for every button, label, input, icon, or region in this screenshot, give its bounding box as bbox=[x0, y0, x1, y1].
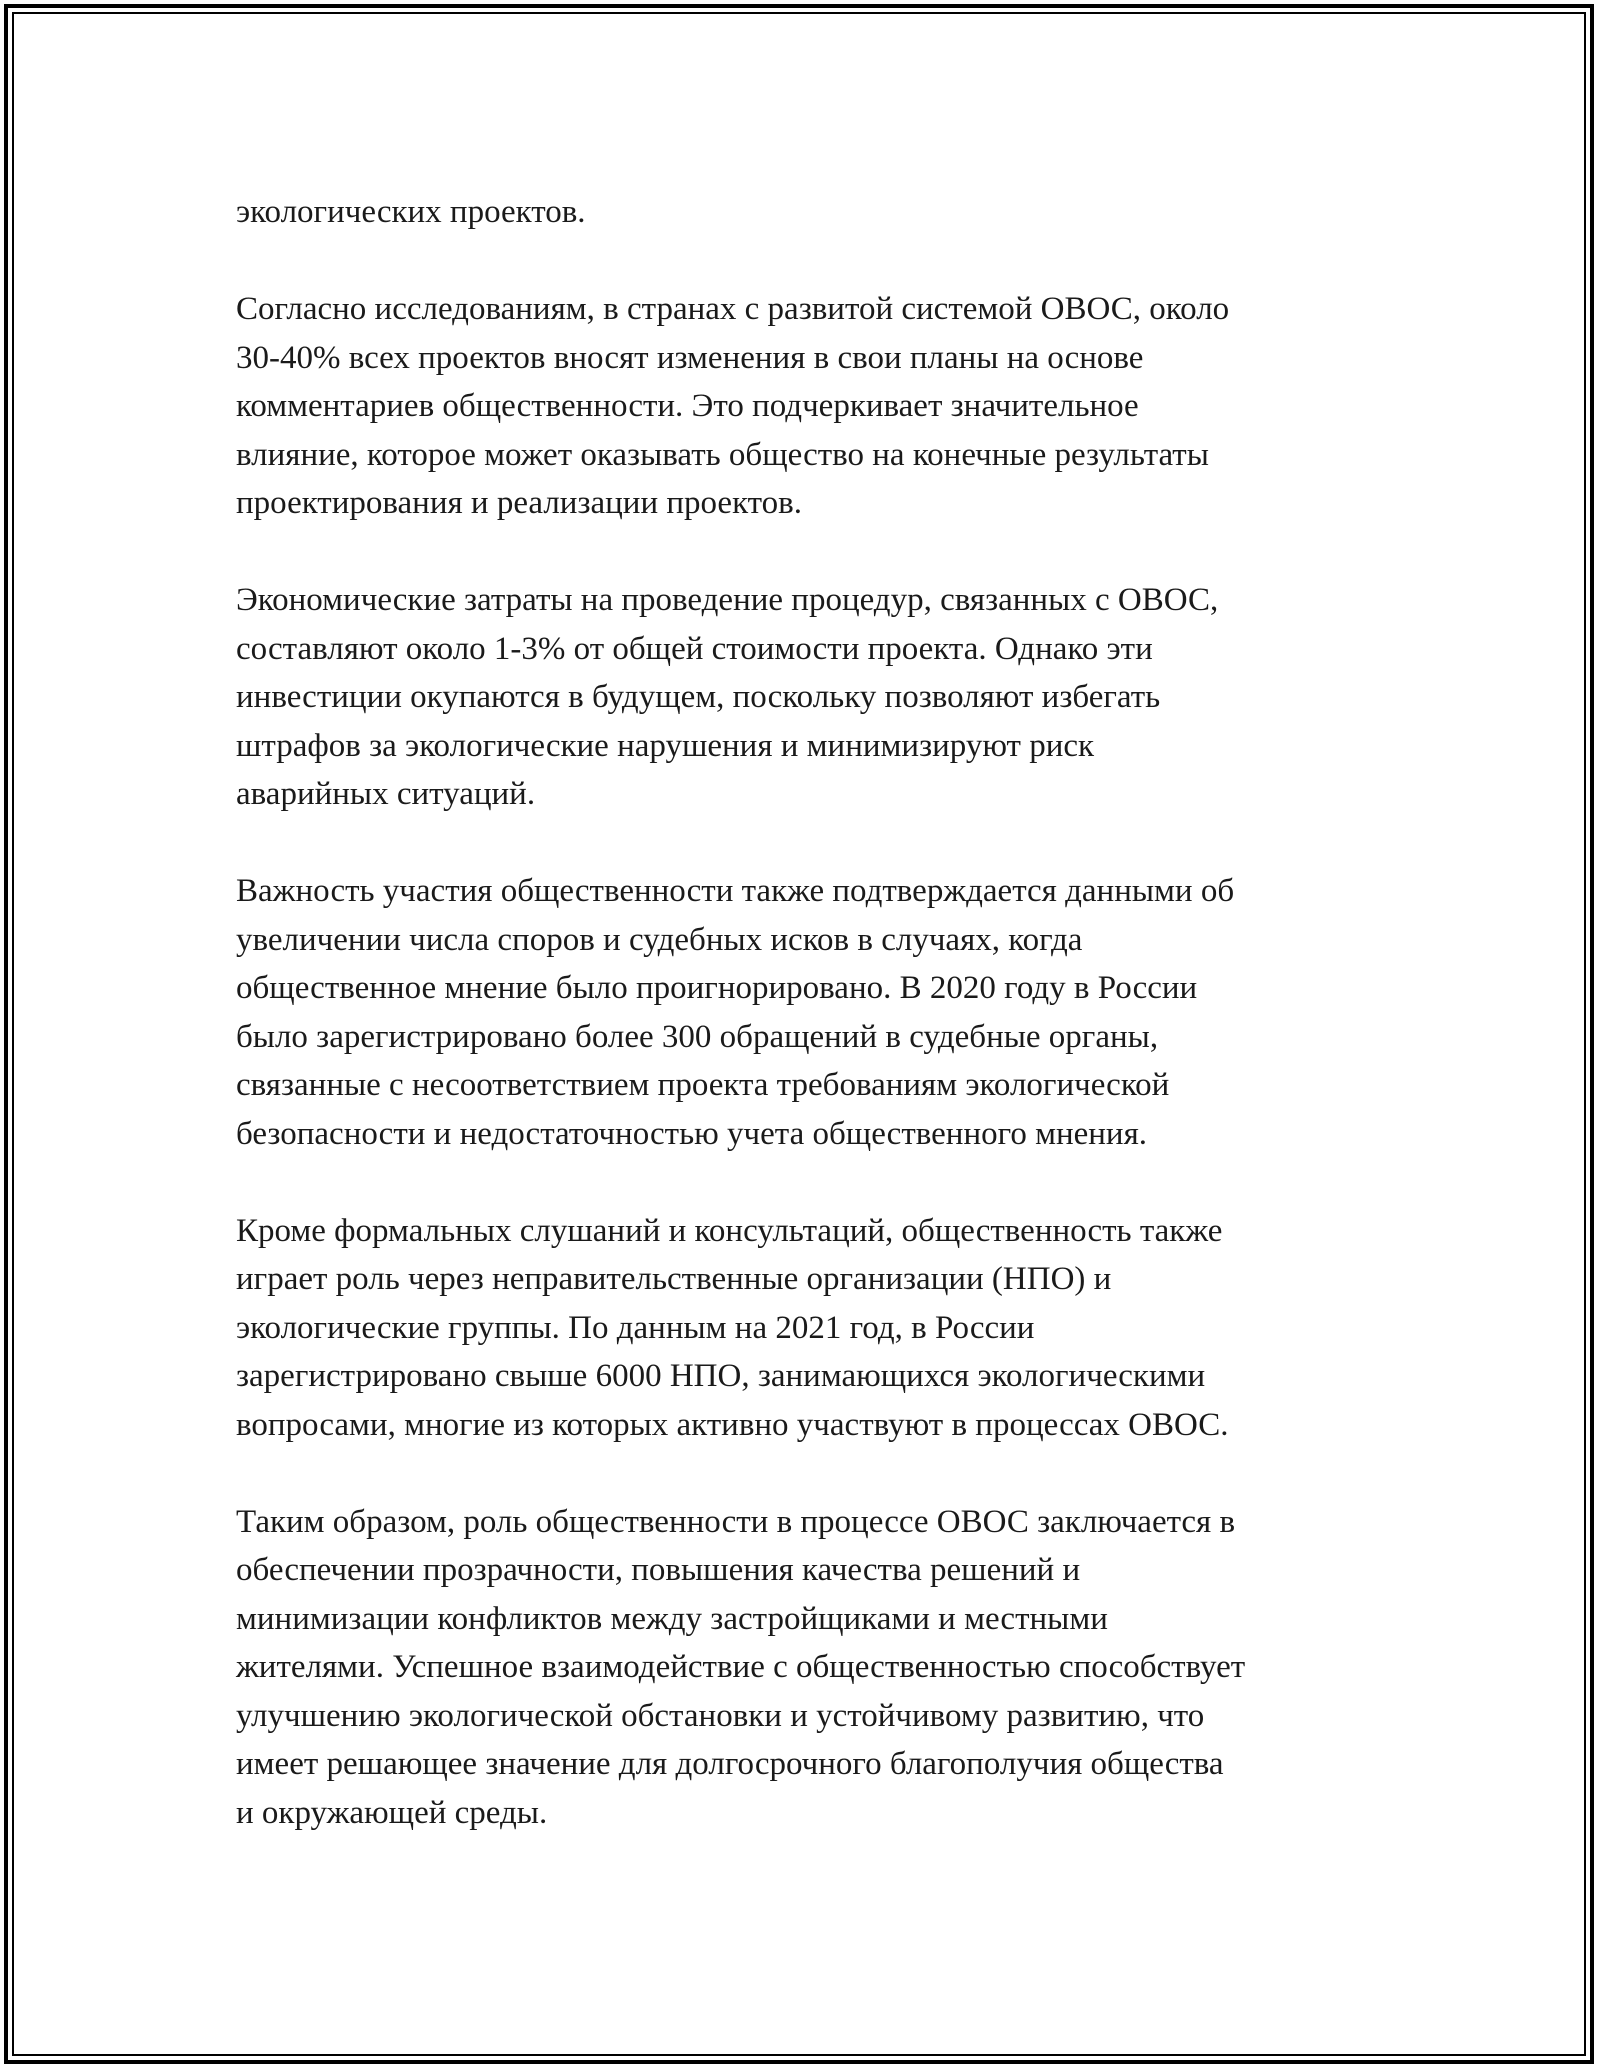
text-line: жителями. Успешное взаимодействие с общественностью способствует bbox=[236, 1649, 1246, 1685]
paragraph-economic-costs bbox=[236, 576, 1376, 819]
text-line: экологических проектов. bbox=[236, 194, 586, 230]
text-line: Экономические затраты на проведение процедур, связанных с ОВОС, bbox=[236, 582, 1219, 618]
text-line: составляют около 1-3% от общей стоимости проекта. Однако эти bbox=[236, 630, 1153, 667]
paragraph-court-cases bbox=[236, 867, 1376, 1158]
paragraph-continuation bbox=[236, 188, 1376, 237]
text-line: аварийных ситуаций. bbox=[236, 776, 536, 812]
text-line: комментариев общественности. Это подчеркивает значительное bbox=[236, 388, 1139, 424]
text-line: связанные с несоответствием проекта требованиям экологической bbox=[236, 1067, 1170, 1103]
text-line: штрафов за экологические нарушения и минимизируют риск bbox=[236, 727, 1095, 764]
text-line: Согласно исследованиям, в странах с развитой системой ОВОС, около bbox=[236, 291, 1230, 327]
text-line: имеет решающее значение для долгосрочного благополучия общества bbox=[236, 1746, 1224, 1782]
text-line: экологические группы. По данным на 2021 год, в России bbox=[236, 1309, 1035, 1346]
text-line: было зарегистрировано более 300 обращений в судебные органы, bbox=[236, 1018, 1159, 1055]
text-line: и окружающей среды. bbox=[236, 1794, 548, 1831]
text-line: проектирования и реализации проектов. bbox=[236, 485, 802, 521]
text-line: инвестиции окупаются в будущем, поскольку позволяют избегать bbox=[236, 679, 1161, 715]
text-line: зарегистрировано свыше 6000 НПО, занимающихся экологическими bbox=[236, 1358, 1206, 1394]
text-line: общественное мнение было проигнорировано. В 2020 году в России bbox=[236, 970, 1198, 1006]
paragraph-conclusion bbox=[236, 1498, 1376, 1838]
paragraph-public-comments bbox=[236, 285, 1376, 528]
text-line: влияние, которое может оказывать общество на конечные результаты bbox=[236, 436, 1209, 473]
document-body bbox=[236, 188, 1376, 1886]
paragraph-ngo-role bbox=[236, 1207, 1376, 1450]
text-line: минимизации конфликтов между застройщиками и местными bbox=[236, 1600, 1108, 1637]
text-line: вопросами, многие из которых активно участвуют в процессах ОВОС. bbox=[236, 1406, 1229, 1443]
text-line: Кроме формальных слушаний и консультаций, общественность также bbox=[236, 1212, 1223, 1249]
text-line: обеспечении прозрачности, повышения качества решений и bbox=[236, 1552, 1081, 1588]
text-line: 30-40% всех проектов вносят изменения в свои планы на основе bbox=[236, 339, 1144, 376]
text-line: безопасности и недостаточностью учета общественного мнения. bbox=[236, 1115, 1148, 1152]
text-line: Важность участия общественности также подтверждается данными об bbox=[236, 873, 1235, 909]
text-line: улучшению экологической обстановки и устойчивому развитию, что bbox=[236, 1697, 1205, 1734]
text-line: играет роль через неправительственные организации (НПО) и bbox=[236, 1261, 1112, 1297]
text-line: увеличении числа споров и судебных исков в случаях, когда bbox=[236, 921, 1083, 958]
text-line: Таким образом, роль общественности в процессе ОВОС заключается в bbox=[236, 1503, 1236, 1540]
